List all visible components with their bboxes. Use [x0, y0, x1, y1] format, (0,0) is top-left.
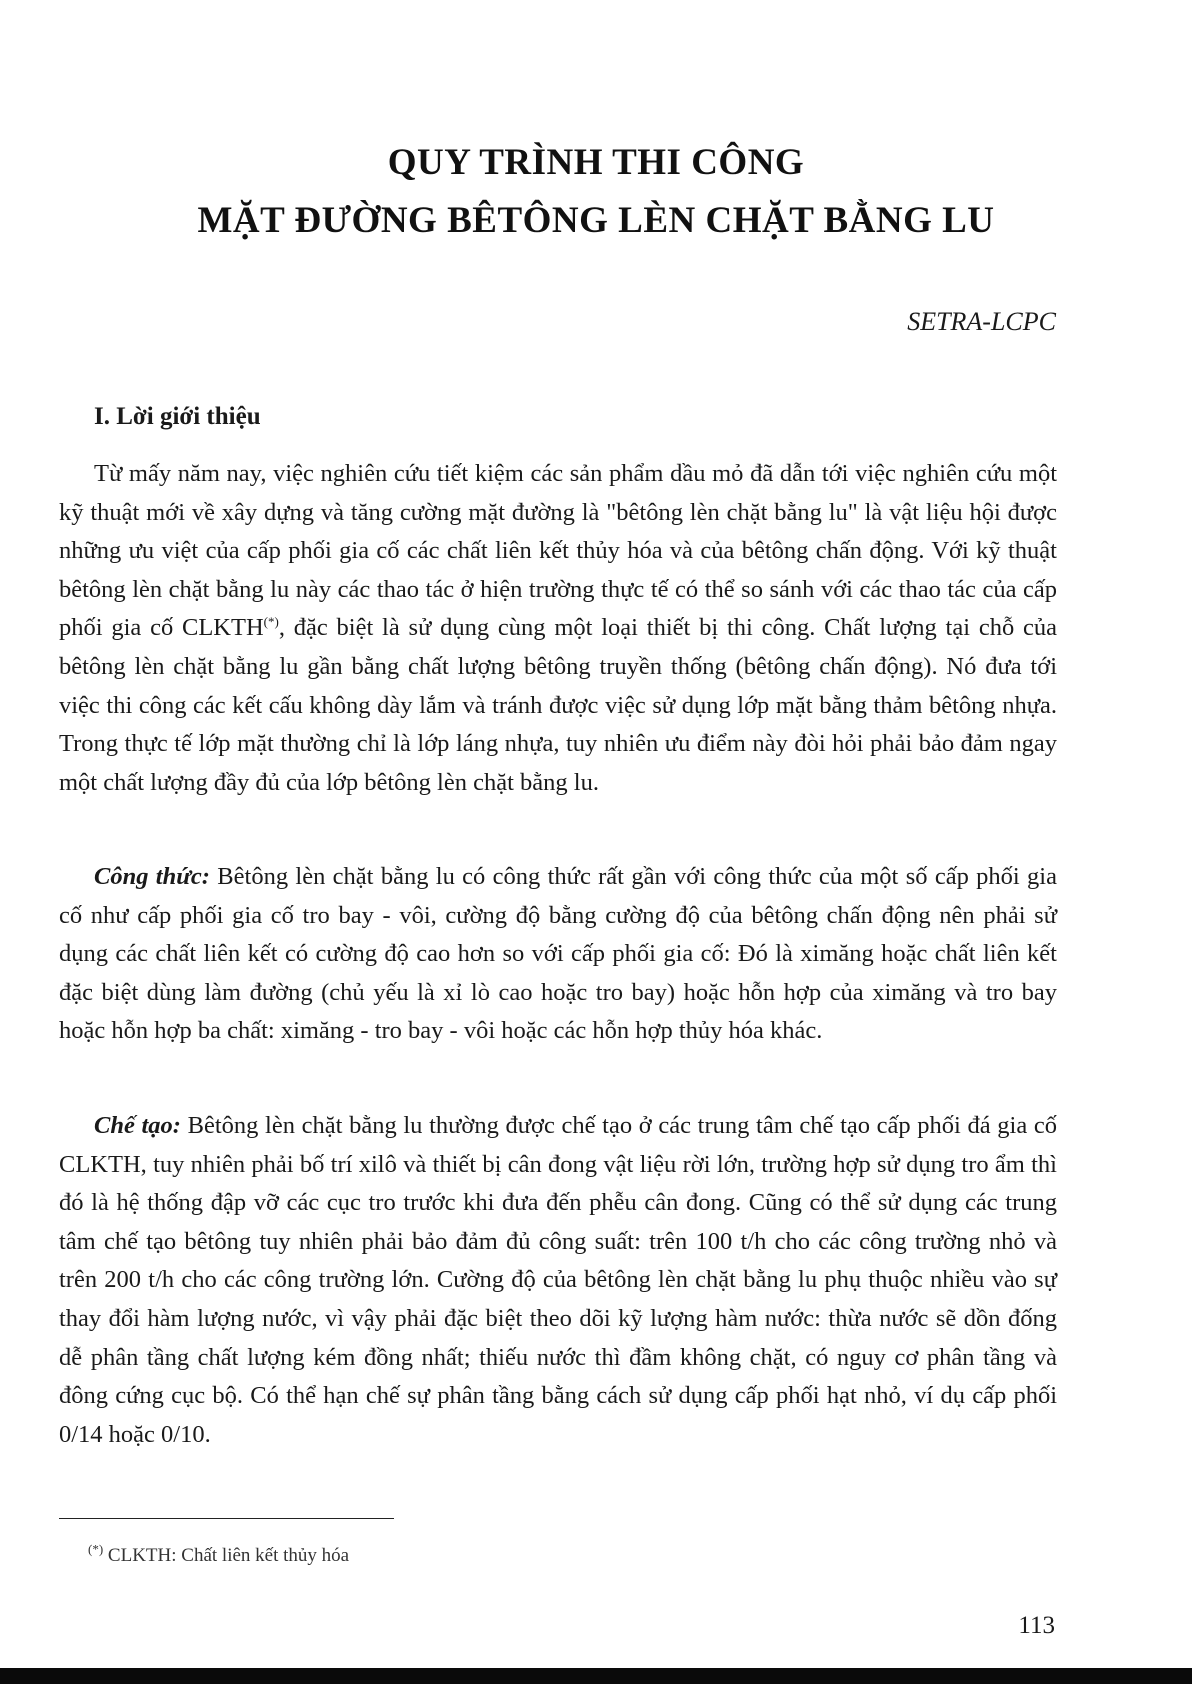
page-number: 113 — [1018, 1612, 1055, 1639]
formula-text: Bêtông lèn chặt bằng lu có công thức rất gần với công thức của một số cấp phối gia cố như cấp phối gia cố tro bay - vôi, cường độ bằng cường độ của bêtông chấn động nên phải sử dụng các chất liên kết có cường độ cao hơn so với cấp phối gia cố: Đó là ximăng hoặc chất liên kết đặc biệt dùng làm đường (chủ yếu là xỉ lò cao hoặc tro bay) hoặc hỗn hợp của ximăng và tro bay hoặc hỗn hợp ba chất: ximăng - tro bay - vôi hoặc các hỗn hợp thủy hóa khác. — [59, 863, 1057, 1045]
footnote-reference: (*) — [263, 614, 279, 630]
author: SETRA-LCPC — [907, 307, 1056, 336]
footnote-marker: (*) — [88, 1541, 104, 1557]
title-line-1: QUY TRÌNH THI CÔNG — [387, 142, 805, 183]
intro-text-part1: Từ mấy năm nay, việc nghiên cứu tiết kiệm các sản phẩm dầu mỏ đã dẫn tới việc nghiên cứu một kỹ thuật mới về xây dựng và tăng cường mặt đường là "bêtông lèn chặt bằng lu" là vật liệu hội được những ưu việt của cấp phối gia cố các chất liên kết thủy hóa và của bêtông chấn động. Với kỹ thuật bêtông lèn chặt bằng lu này các thao tác ở hiện trường thực tế có thể so sánh với các thao tác của cấp phối gia cố CLKTH — [59, 460, 1057, 642]
intro-paragraph — [59, 455, 1057, 802]
intro-text-part2: , đặc biệt là sử dụng cùng một loại thiết bị thi công. Chất lượng tại chỗ của bêtông lèn chặt bằng lu gần bằng chất lượng bêtông truyền thống (bêtông chấn động). Nó đưa tới việc thi công các kết cấu không dày lắm và tránh được việc sử dụng lớp mặt bằng thảm bêtông nhựa. Trong thực tế lớp mặt thường chỉ là lớp láng nhựa, tuy nhiên ưu điểm này đòi hỏi phải bảo đảm ngay một chất lượng đầy đủ của lớp bêtông lèn chặt bằng lu. — [59, 614, 1057, 796]
footnote-text: CLKTH: Chất liên kết thủy hóa — [103, 1545, 350, 1566]
manufacture-lead: Chế tạo: — [94, 1112, 181, 1139]
formula-lead: Công thức: — [94, 863, 210, 890]
manufacture-paragraph — [59, 1107, 1057, 1454]
section-heading: I. Lời giới thiệu — [94, 403, 261, 430]
scan-edge-bar — [0, 1668, 1192, 1684]
manufacture-text: Bêtông lèn chặt bằng lu thường được chế tạo ở các trung tâm chế tạo cấp phối đá gia cố CLKTH, tuy nhiên phải bố trí xilô và thiết bị cân đong vật liệu rời lớn, trường hợp sử dụng tro ẩm thì đó là hệ thống đập vỡ các cục tro trước khi đưa đến phễu cân đong. Cũng có thể sử dụng các trung tâm chế tạo bêtông tuy nhiên phải bảo đảm đủ công suất: trên 100 t/h cho các công trường nhỏ và trên 200 t/h cho các công trường lớn. Cường độ của bêtông lèn chặt bằng lu phụ thuộc nhiều vào sự thay đổi hàm lượng nước, vì vậy phải đặc biệt theo dõi kỹ lượng hàm nước: thừa nước sẽ dồn đống dễ phân tầng chất lượng kém đồng nhất; thiếu nước thì đầm không chặt, có nguy cơ phân tầng và đông cứng cục bộ. Có thể hạn chế sự phân tầng bằng cách sử dụng cấp phối hạt nhỏ, ví dụ cấp phối 0/14 hoặc 0/10. — [59, 1112, 1058, 1448]
footnote — [88, 1541, 350, 1567]
formula-paragraph — [59, 858, 1057, 1051]
footnote-divider — [59, 1518, 394, 1519]
title-line-2: MẶT ĐƯỜNG BÊTÔNG LÈN CHẶT BẰNG LU — [197, 200, 995, 241]
